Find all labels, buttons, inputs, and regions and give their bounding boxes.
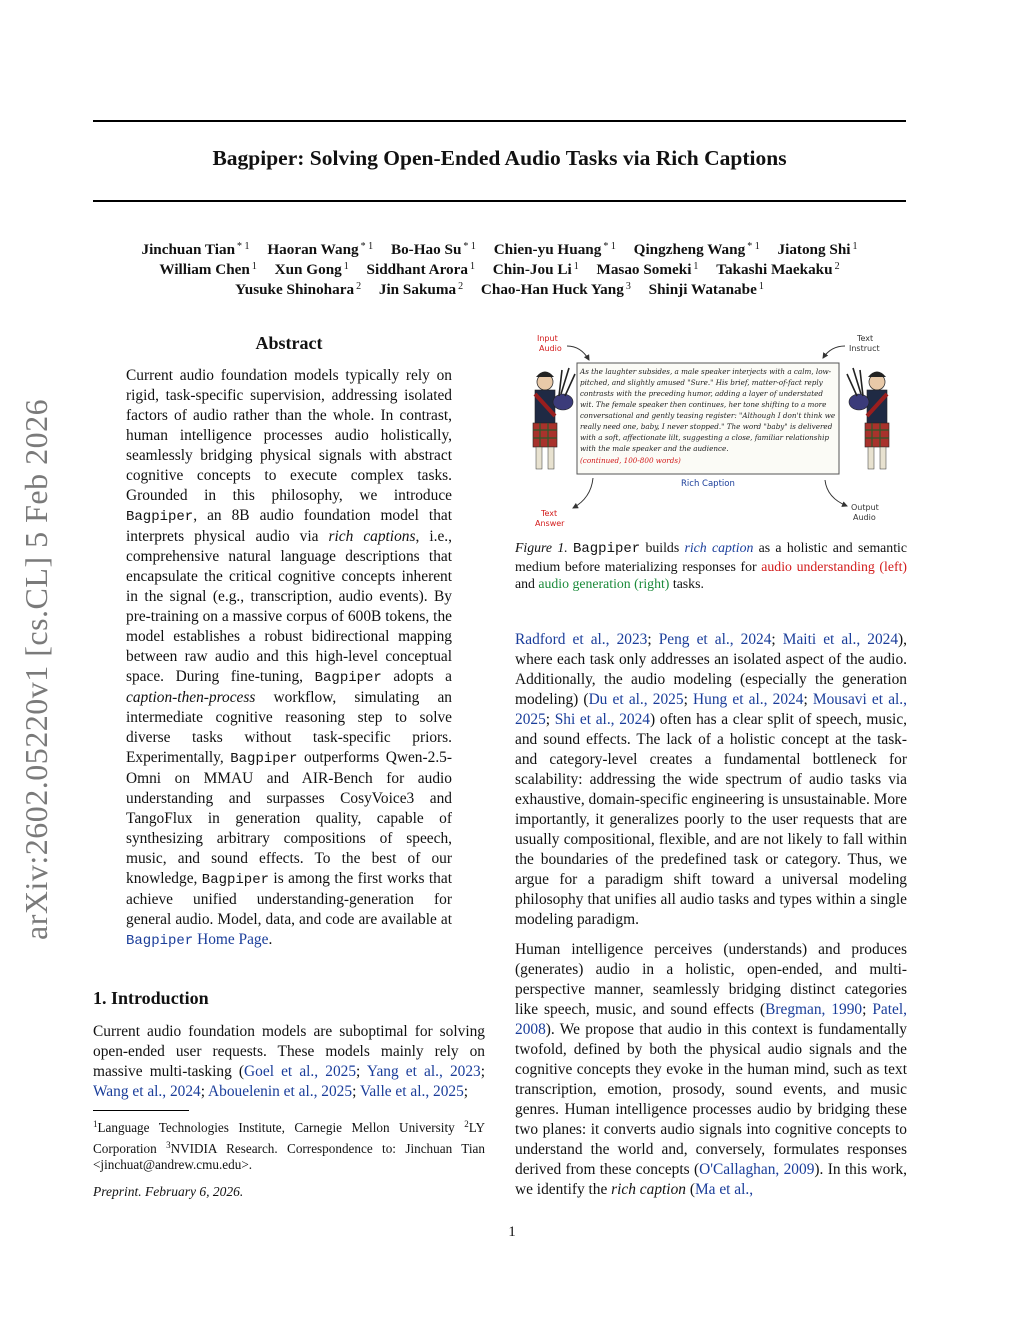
arxiv-side-identifier[interactable]: arXiv:2602.05220v1 [cs.CL] 5 Feb 2026 (18, 398, 54, 940)
citation-link[interactable]: O'Callaghan, 2009 (699, 1161, 815, 1178)
model-name: Bagpiper (230, 751, 298, 767)
author: William Chen $^1$ (159, 261, 257, 278)
model-name: Bagpiper (201, 872, 270, 888)
model-name: Bagpiper (314, 670, 382, 686)
svg-text:really need one, baby, I never: really need one, baby, I never stopped." The word "baby" is delivered (580, 422, 833, 431)
author: Jiatong Shi $^1$ (777, 241, 858, 258)
citation-link[interactable]: Wang et al., 2024 (93, 1083, 201, 1100)
author: Jinchuan Tian $^{* 1}$ (141, 241, 250, 258)
author: Takashi Maekaku $^2$ (716, 261, 840, 278)
author: Xun Gong $^1$ (274, 261, 349, 278)
citation-link[interactable]: Mousavi et al., 2025 (515, 691, 908, 728)
author: Chin-Jou Li $^1$ (492, 261, 579, 278)
citation-link[interactable]: Bregman, 1990 (765, 1001, 863, 1018)
author-list-line3 (93, 277, 906, 300)
svg-text:(continued, 100-800 words): (continued, 100-800 words) (580, 456, 681, 465)
author: Masao Someki $^1$ (596, 261, 699, 278)
citation-link[interactable]: Valle et al., 2025 (359, 1083, 464, 1100)
rich-caption-label: Rich Caption (681, 479, 735, 489)
author: Chao-Han Huck Yang $^3$ (480, 281, 631, 298)
abstract-body: Current audio foundation models typically rely on rigid, task-specific supervision, addressing isolated factors of audio rather than the whole. In contrast, human intelligence processes audio holistically, seamlessly bridging physical signals with abstract cognitive concepts to execute complex tasks. Grounded in this philosophy, we introduce Bagpiper, an 8B audio foundation model that interprets physical audio via rich captions, i.e., comprehensive natural language descriptions that encapsulate the critical cognitive concepts inherent in the signal (e.g., transcription, audio events). By pre-training on a massive corpus of 600B tokens, the model establishes a robust bidirectional mapping between raw audio and this high-level conceptual space. During fine-tuning, Bagpiper adopts a caption-then-process workflow, simulating an intermediate cognitive reasoning step to solve diverse tasks without task-specific priors. Experimentally, Bagpiper outperforms Qwen-2.5-Omni on MMAU and AIR-Bench for audio understanding and surpasses CosyVoice3 and TangoFlux in generation quality, capable of synthesizing arbitrary compositions of speech, music, and sound effects. To the best of our knowledge, Bagpiper is among the first works that achieve unified understanding-generation for general audio. Model, data, and code are available at Bagpiper Home Page. (126, 367, 452, 949)
input-audio-label-2: Audio (539, 344, 562, 353)
citation-link[interactable]: Hung et al., 2024 (693, 691, 804, 708)
output-audio-label-2: Audio (853, 513, 876, 522)
bagpiper-right-icon (847, 368, 889, 469)
text-instruct-label: Text (857, 334, 874, 343)
citation-link[interactable]: Goel et al., 2025 (244, 1063, 357, 1080)
citation-link[interactable]: Peng et al., 2024 (658, 631, 772, 648)
home-page-link[interactable]: Bagpiper Home Page (126, 931, 269, 949)
output-arrow (825, 480, 847, 506)
abstract-heading: Abstract (255, 333, 323, 353)
svg-text:with a soft, affectionate lilt: with a soft, affectionate lilt, suggesting a close, familiar relationship (580, 433, 830, 442)
bagpiper-left-icon (533, 368, 575, 469)
author: Haoran Wang $^{* 1}$ (267, 241, 374, 258)
author: Siddhant Arora $^1$ (366, 261, 475, 278)
citation-link[interactable]: Ma et al., (694, 1181, 754, 1198)
section-heading-introduction: 1. Introduction (93, 988, 209, 1008)
answer-arrow (573, 478, 593, 508)
text-answer-label: Text (541, 509, 558, 518)
page-number: 1 (508, 1224, 516, 1240)
author: Yusuke Shinohara $^2$ (235, 281, 362, 298)
preprint-note: Preprint. February 6, 2026. (93, 1184, 244, 1199)
author: Shinji Watanabe $^1$ (648, 281, 764, 298)
footnote-rule (93, 1110, 189, 1111)
paper-title: Bagpiper: Solving Open-Ended Audio Tasks via Rich Captions (212, 146, 787, 170)
title-bottom-rule (93, 200, 906, 202)
svg-text:wit. The female speaker then c: wit. The female speaker then continues, her tone shifting to a more (580, 400, 827, 409)
output-audio-label: Output (851, 503, 879, 512)
citation-link[interactable]: Abouelenin et al., 2025 (208, 1083, 353, 1100)
author: Qingzheng Wang $^{* 1}$ (633, 241, 760, 258)
citation-link[interactable]: Du et al., 2025 (588, 691, 684, 708)
citation-link[interactable]: Yang et al., 2023 (366, 1063, 481, 1080)
citation-link[interactable]: Shi et al., 2024 (554, 711, 650, 728)
affiliation-footnote: $^1$Language Technologies Institute, Carnegie Mellon University $^2$LY Corporation $^3$NVIDIA Research. Correspondence to: Jinchuan Tian <jinchuat@andrew.cmu.edu>. (93, 1119, 485, 1172)
model-name: Bagpiper (126, 509, 194, 525)
figure-1-caption: Figure 1. Bagpiper builds rich caption as a holistic and semantic medium before materializing responses for audio understanding (left) and audio generation (right) tasks. (515, 540, 907, 591)
figure-1-diagram (515, 330, 907, 530)
citation-link[interactable]: Radford et al., 2023 (515, 631, 648, 648)
instruct-arrow (823, 346, 845, 358)
input-arrow (567, 346, 589, 360)
svg-text:As the laughter subsides, a ma: As the laughter subsides, a male speaker interjects with a calm, low- (580, 367, 832, 376)
author: Bo-Hao Su $^{* 1}$ (390, 241, 476, 258)
svg-text:pitched, and slightly amused ": pitched, and slightly amused "Sure." His brief, matter-of-fact reply (580, 378, 823, 387)
author: Jin Sakuma $^2$ (378, 281, 464, 298)
right-column-paragraph-1: Radford et al., 2023; Peng et al., 2024; Maiti et al., 2024), where each task only addresses an isolated aspect of the audio. Additionally, the audio modeling (especially the generation modeling) (Du et al., 2025; Hung et al., 2024; Mousavi et al., 2025; Shi et al., 2024) often has a clear split of speech, music, and sound effects. The lack of a holistic concept at the task- and category-level creates a fundamental bottleneck for scalability: addressing the wide spectrum of audio tasks via exhaustive, domain-specific engineering is unsustainable. More importantly, it generalizes poorly to the user requests that are usually compositional, flexible, and are not likely to fall within the boundaries of the predefined task or category. Thus, we argue for a paradigm shift toward a universal modeling philosophy that unifies all audio tasks and types within a single modeling paradigm. (515, 631, 908, 928)
input-audio-label: Input (537, 334, 558, 343)
svg-text:contrasts with the preceding h: contrasts with the preceding humor, adding a layer of understated (580, 389, 823, 398)
text-answer-label-2: Answer (535, 519, 565, 528)
intro-paragraph: Current audio foundation models are suboptimal for solving open-ended user requests. These models mainly rely on massive multi-tasking (Goel et al., 2025; Yang et al., 2023; Wang et al., 2024; Abouelenin et al., 2025; Valle et al., 2025; (93, 1023, 486, 1100)
title-top-rule (93, 120, 906, 122)
author: Chien-yu Huang $^{* 1}$ (493, 241, 616, 258)
svg-text:with the male speaker and the: with the male speaker and the audience. (580, 444, 729, 453)
citation-link[interactable]: Maiti et al., 2024 (782, 631, 899, 648)
svg-text:conversational and gently teas: conversational and gently teasing register: "Although I don't think we (580, 411, 836, 420)
citation-link[interactable]: Patel, 2008 (515, 1001, 907, 1038)
right-column-paragraph-2: Human intelligence perceives (understands) and produces (generates) audio in a holistic, open-ended, and multi-perspective manner, seamlessly bridging distinct categories like speech, music, and sound effects (Bregman, 1990; Patel, 2008). We propose that audio in this context is fundamentally twofold, defined by both the physical audio signals and the cognitive concepts they evoke in the human mind, such as text transcription, emotion, prosody, sound events, and music genres. Human intelligence processes audio by bridging these two planes: it converts audio signals into cognitive concepts to understand the world and, conversely, formulates responses derived from these concepts (O'Callaghan, 2009). In this work, we identify the rich caption (Ma et al., (515, 941, 907, 1198)
text-instruct-label-2: Instruct (849, 344, 880, 353)
